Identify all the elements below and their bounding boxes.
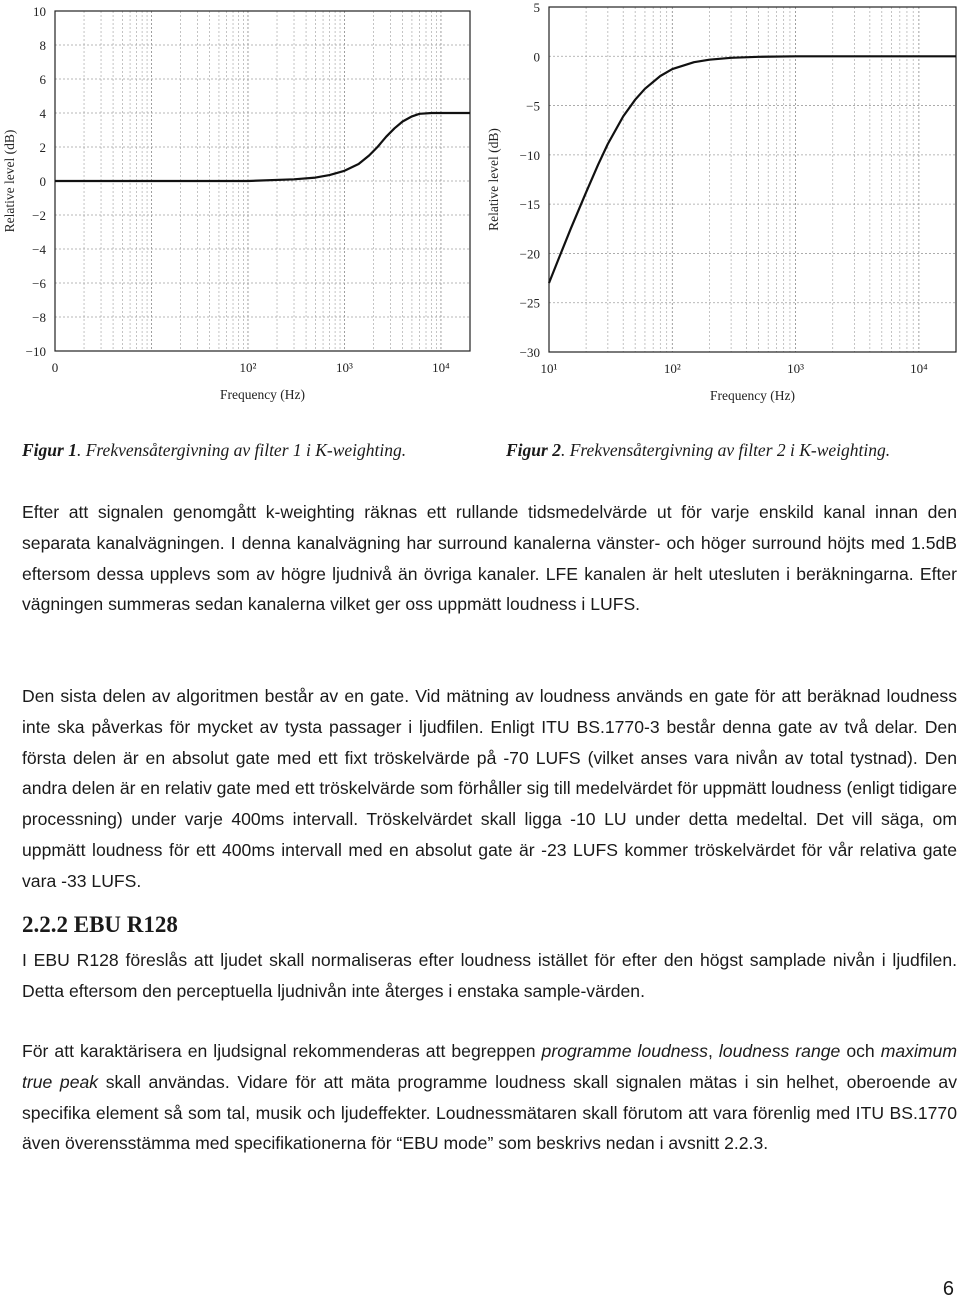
paragraph: Efter att signalen genomgått k-weighting räknas ett rullande tidsmedelvärde ut för varje enskild kanal innan den separata kanalvägningen. I denna kanalvägning har surround kanalerna vänster- och höger surround höjts med 1.5dB eftersom dessa upplevs som av högre ljudnivå än övriga kanaler. LFE kanalen är helt utesluten i beräkningarna. Efter vägningen summeras sedan kanalerna vilket ger oss uppmätt loudness i LUFS. (22, 502, 957, 615)
term-loudness-range: loudness range (718, 1041, 841, 1061)
figure-2-caption (506, 440, 890, 461)
figure-1-caption (22, 440, 406, 461)
x-axis-label: Frequency (Hz) (219, 387, 306, 402)
body-paragraph-1 (22, 497, 957, 620)
figure-1 (0, 0, 480, 420)
y-tick-label: −30 (519, 345, 540, 360)
plot-frame (549, 7, 956, 352)
section-paragraph-2 (22, 1036, 957, 1159)
x-tick-label: 10³ (336, 360, 353, 375)
figure-1-chart (0, 0, 480, 420)
y-tick-label: 8 (39, 38, 46, 53)
y-tick-label: −10 (25, 344, 46, 359)
y-tick-label: −15 (519, 197, 540, 213)
x-axis-label: Frequency (Hz) (709, 388, 796, 403)
section-paragraph-1 (22, 945, 957, 1007)
x-tick-label: 10⁴ (432, 360, 450, 375)
figure-1-caption-label: Figur 1 (22, 440, 77, 460)
y-tick-label: −4 (32, 242, 46, 257)
y-tick-label: −20 (519, 246, 540, 262)
y-tick-label: 4 (39, 106, 46, 121)
text-run: , (707, 1041, 719, 1061)
x-tick-label: 10¹ (540, 361, 558, 376)
text-run: skall användas. Vidare för att mäta programme loudness skall signalen mätas i sin helhet, oberoende av specifika element så som tal, musik och ljudeffekter. Loudnessmätaren skall förutom att vara förenlig med ITU BS.1770 även överensstämma med specifikationerna för “EBU mode” som beskrivs nedan i avsnitt 2.2.3. (22, 1071, 958, 1154)
text-run: och (840, 1041, 881, 1061)
y-tick-label: −8 (32, 310, 46, 325)
y-tick-label: 6 (39, 72, 46, 87)
x-tick-label: 10³ (787, 361, 805, 376)
y-tick-label: 0 (533, 49, 540, 65)
y-tick-label: 2 (39, 140, 46, 155)
y-tick-label: 5 (533, 0, 540, 15)
x-tick-label: 10⁴ (910, 361, 928, 376)
figure-2-caption-text: . Frekvensåtergivning av filter 2 i K-weighting. (560, 440, 891, 460)
y-tick-label: −25 (519, 295, 540, 311)
x-tick-label: 0 (51, 360, 59, 375)
paragraph: Den sista delen av algoritmen består av en gate. Vid mätning av loudness används en gate för att beräknad loudness inte ska påverkas för mycket av tysta passager i ljudfilen. Enligt ITU BS.1770-3 består denna gate av två delar. Den första delen är en absolut gate med ett fixt tröskelvärde på -70 LUFS (vilket anses vara nivån av total tystnad). Den andra delen är en relativ gate med ett tröskelvärde som förhåller sig till medelvärdet för uppmätt loudness (enligt tidigare processning) under varje 400ms intervall. Tröskelvärdet skall ligga -10 LU under detta medeltal. Det vill säga, om uppmätt loudness för ett 400ms intervall med en absolut gate är -23 LUFS kommer tröskelvärdet för vår relativa gate vara -33 LUFS. (22, 686, 957, 891)
y-tick-label: −2 (32, 208, 46, 223)
text-run: För att karaktärisera en ljudsignal rekommenderas att begreppen (22, 1041, 542, 1061)
y-tick-label: 10 (33, 4, 46, 19)
series-line (549, 56, 956, 283)
y-tick-label: −5 (526, 98, 540, 114)
paragraph (22, 1036, 957, 1159)
y-tick-label: −10 (519, 147, 540, 163)
y-axis-label: Relative level (dB) (2, 129, 17, 233)
figure-2-caption-label: Figur 2 (506, 440, 561, 460)
x-tick-label: 10² (239, 360, 257, 375)
section-heading: 2.2.2 EBU R128 (22, 912, 178, 937)
page-number: 6 (942, 1278, 954, 1300)
term-programme-loudness: programme loudness (541, 1041, 708, 1061)
paragraph: I EBU R128 föreslås att ljudet skall normaliseras efter loudness istället för efter den högst samplade nivån i ljudfilen. Detta eftersom den perceptuella ljudnivån inte återges i enstaka sample-värden. (22, 950, 957, 1001)
figure-2 (480, 0, 960, 420)
x-tick-label: 10² (663, 361, 681, 376)
figure-1-caption-text: . Frekvensåtergivning av filter 1 i K-weighting. (76, 440, 407, 460)
y-tick-label: 0 (39, 174, 46, 189)
term-maximum-true-peak: maximum true peak (22, 1041, 957, 1092)
body-paragraph-2 (22, 681, 957, 897)
y-tick-label: −6 (32, 276, 46, 291)
y-axis-label: Relative level (dB) (486, 128, 501, 231)
figure-2-chart (480, 0, 960, 420)
